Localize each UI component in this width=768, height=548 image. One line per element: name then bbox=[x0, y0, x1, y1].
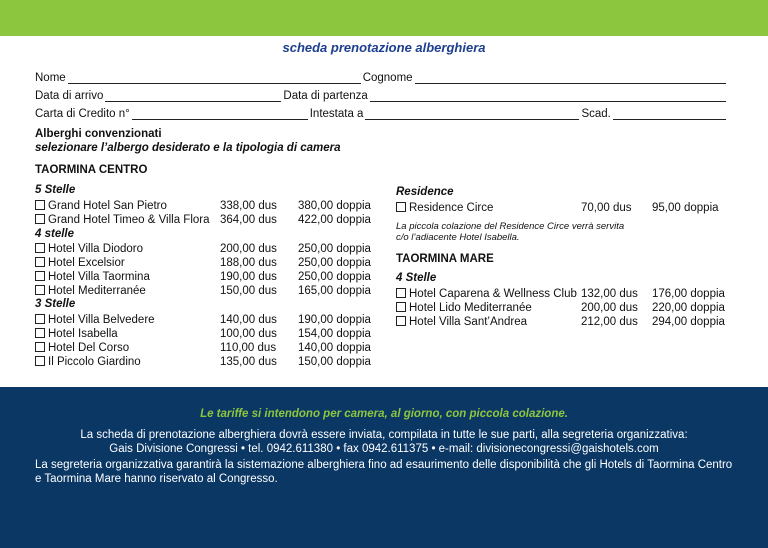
price-dus: 150,00 dus bbox=[220, 285, 277, 297]
price-doppia: 140,00 doppia bbox=[298, 342, 371, 354]
price-doppia: 250,00 doppia bbox=[298, 243, 371, 255]
price-dus: 70,00 dus bbox=[581, 202, 632, 214]
hotel-row[interactable] bbox=[35, 341, 129, 355]
hotel-name: Hotel Villa Sant’Andrea bbox=[409, 316, 528, 328]
price-doppia: 95,00 doppia bbox=[652, 202, 719, 214]
hotel-name: Grand Hotel Timeo & Villa Flora bbox=[48, 214, 210, 226]
price-doppia: 150,00 doppia bbox=[298, 356, 371, 368]
hotel-row[interactable] bbox=[35, 355, 141, 369]
cat-5-stelle: 5 Stelle bbox=[35, 184, 76, 196]
price-doppia: 294,00 doppia bbox=[652, 316, 725, 328]
checkbox[interactable] bbox=[396, 302, 406, 312]
cat-4-stelle: 4 stelle bbox=[35, 228, 74, 240]
checkbox[interactable] bbox=[35, 243, 45, 253]
taormina-centro-heading: TAORMINA CENTRO bbox=[35, 164, 148, 176]
checkbox[interactable] bbox=[35, 328, 45, 338]
checkbox[interactable] bbox=[396, 316, 406, 326]
alberghi-subheading: selezionare l’albergo desiderato e la tipologia di camera bbox=[35, 142, 341, 154]
footer-panel bbox=[0, 387, 768, 548]
form-row-dates bbox=[35, 88, 728, 102]
hotel-name: Hotel Isabella bbox=[48, 328, 118, 340]
form-row-card bbox=[35, 106, 728, 120]
hotel-name: Hotel Mediterranée bbox=[48, 285, 146, 297]
hotel-name: Hotel Villa Taormina bbox=[48, 271, 150, 283]
price-dus: 338,00 dus bbox=[220, 200, 277, 212]
price-doppia: 250,00 doppia bbox=[298, 257, 371, 269]
checkbox[interactable] bbox=[396, 288, 406, 298]
price-doppia: 154,00 doppia bbox=[298, 328, 371, 340]
price-dus: 132,00 dus bbox=[581, 288, 638, 300]
hotel-row[interactable] bbox=[35, 327, 118, 341]
price-doppia: 422,00 doppia bbox=[298, 214, 371, 226]
hotel-row[interactable] bbox=[396, 301, 532, 315]
cognome-label: Cognome bbox=[362, 72, 413, 84]
carta-field[interactable] bbox=[132, 108, 308, 120]
hotel-row[interactable] bbox=[35, 313, 155, 327]
alberghi-heading: Alberghi convenzionati bbox=[35, 128, 162, 140]
hotel-name: Residence Circe bbox=[409, 202, 494, 214]
price-doppia: 380,00 doppia bbox=[298, 200, 371, 212]
nome-field[interactable] bbox=[68, 72, 361, 84]
hotel-row[interactable] bbox=[35, 284, 146, 298]
price-doppia: 250,00 doppia bbox=[298, 271, 371, 283]
price-doppia: 220,00 doppia bbox=[652, 302, 725, 314]
data-arrivo-label: Data di arrivo bbox=[35, 90, 104, 102]
tariffe-note: Le tariffe si intendono per camera, al giorno, con piccola colazione. bbox=[200, 408, 568, 420]
scad-field[interactable] bbox=[613, 108, 726, 120]
scad-label: Scad. bbox=[581, 108, 611, 120]
page-title: scheda prenotazione alberghiera bbox=[282, 40, 486, 55]
checkbox[interactable] bbox=[35, 257, 45, 267]
hotel-name: Grand Hotel San Pietro bbox=[48, 200, 167, 212]
checkbox[interactable] bbox=[35, 342, 45, 352]
checkbox[interactable] bbox=[35, 214, 45, 224]
form-row-name bbox=[35, 70, 728, 84]
hotel-name: Hotel Caparena & Wellness Club bbox=[409, 288, 577, 300]
checkbox[interactable] bbox=[35, 200, 45, 210]
intestata-field[interactable] bbox=[365, 108, 579, 120]
hotel-name: Hotel Villa Belvedere bbox=[48, 314, 155, 326]
price-dus: 188,00 dus bbox=[220, 257, 277, 269]
top-green-bar bbox=[0, 0, 768, 36]
price-doppia: 190,00 doppia bbox=[298, 314, 371, 326]
residence-heading: Residence bbox=[396, 186, 454, 198]
price-dus: 212,00 dus bbox=[581, 316, 638, 328]
price-dus: 364,00 dus bbox=[220, 214, 277, 226]
price-dus: 135,00 dus bbox=[220, 356, 277, 368]
checkbox[interactable] bbox=[35, 271, 45, 281]
hotel-row[interactable] bbox=[396, 287, 577, 301]
price-dus: 110,00 dus bbox=[220, 342, 277, 354]
data-arrivo-field[interactable] bbox=[105, 90, 281, 102]
data-partenza-field[interactable] bbox=[370, 90, 726, 102]
hotel-name: Hotel Lido Mediterranée bbox=[409, 302, 532, 314]
cat-4-stelle-mare: 4 Stelle bbox=[396, 272, 437, 284]
price-dus: 190,00 dus bbox=[220, 271, 277, 283]
intestata-label: Intestata a bbox=[309, 108, 364, 120]
hotel-name: Hotel Villa Diodoro bbox=[48, 243, 144, 255]
hotel-name: Hotel Del Corso bbox=[48, 342, 130, 354]
checkbox[interactable] bbox=[35, 285, 45, 295]
hotel-row[interactable] bbox=[35, 199, 167, 213]
price-doppia: 165,00 doppia bbox=[298, 285, 371, 297]
cognome-field[interactable] bbox=[415, 72, 726, 84]
carta-label: Carta di Credito n° bbox=[35, 108, 130, 120]
hotel-name: Hotel Excelsior bbox=[48, 257, 125, 269]
hotel-row[interactable] bbox=[35, 213, 210, 227]
data-partenza-label: Data di partenza bbox=[283, 90, 368, 102]
hotel-row[interactable] bbox=[396, 201, 493, 215]
price-dus: 100,00 dus bbox=[220, 328, 277, 340]
send-instructions: La scheda di prenotazione alberghiera dovrà essere inviata, compilata in tutte le sue parti, alla segreteria organizzativa: Gais Divisione Congressi • tel. 0942.611380 • fax 0942.611375 • e-mail: divisionecongressi@gaishotels.com bbox=[80, 429, 688, 455]
hotel-row[interactable] bbox=[35, 242, 143, 256]
hotel-row[interactable] bbox=[35, 270, 150, 284]
hotel-row[interactable] bbox=[35, 256, 125, 270]
nome-label: Nome bbox=[35, 72, 66, 84]
price-dus: 200,00 dus bbox=[220, 243, 277, 255]
checkbox[interactable] bbox=[35, 314, 45, 324]
checkbox[interactable] bbox=[396, 202, 406, 212]
price-dus: 140,00 dus bbox=[220, 314, 277, 326]
price-doppia: 176,00 doppia bbox=[652, 288, 725, 300]
guarantee-note: La segreteria organizzativa garantirà la sistemazione alberghiera fino ad esaurimento delle disponibilità che gli Hotels di Taormina Centro e Taormina Mare hanno riservato al Congresso. bbox=[35, 459, 733, 485]
cat-3-stelle: 3 Stelle bbox=[35, 298, 76, 310]
hotel-name: Il Piccolo Giardino bbox=[48, 356, 141, 368]
taormina-mare-heading: TAORMINA MARE bbox=[396, 253, 494, 265]
price-dus: 200,00 dus bbox=[581, 302, 638, 314]
checkbox[interactable] bbox=[35, 356, 45, 366]
hotel-row[interactable] bbox=[396, 315, 527, 329]
residence-note: La piccola colazione del Residence Circe verrà servita c/o l’adiacente Hotel Isabella. bbox=[396, 221, 625, 243]
